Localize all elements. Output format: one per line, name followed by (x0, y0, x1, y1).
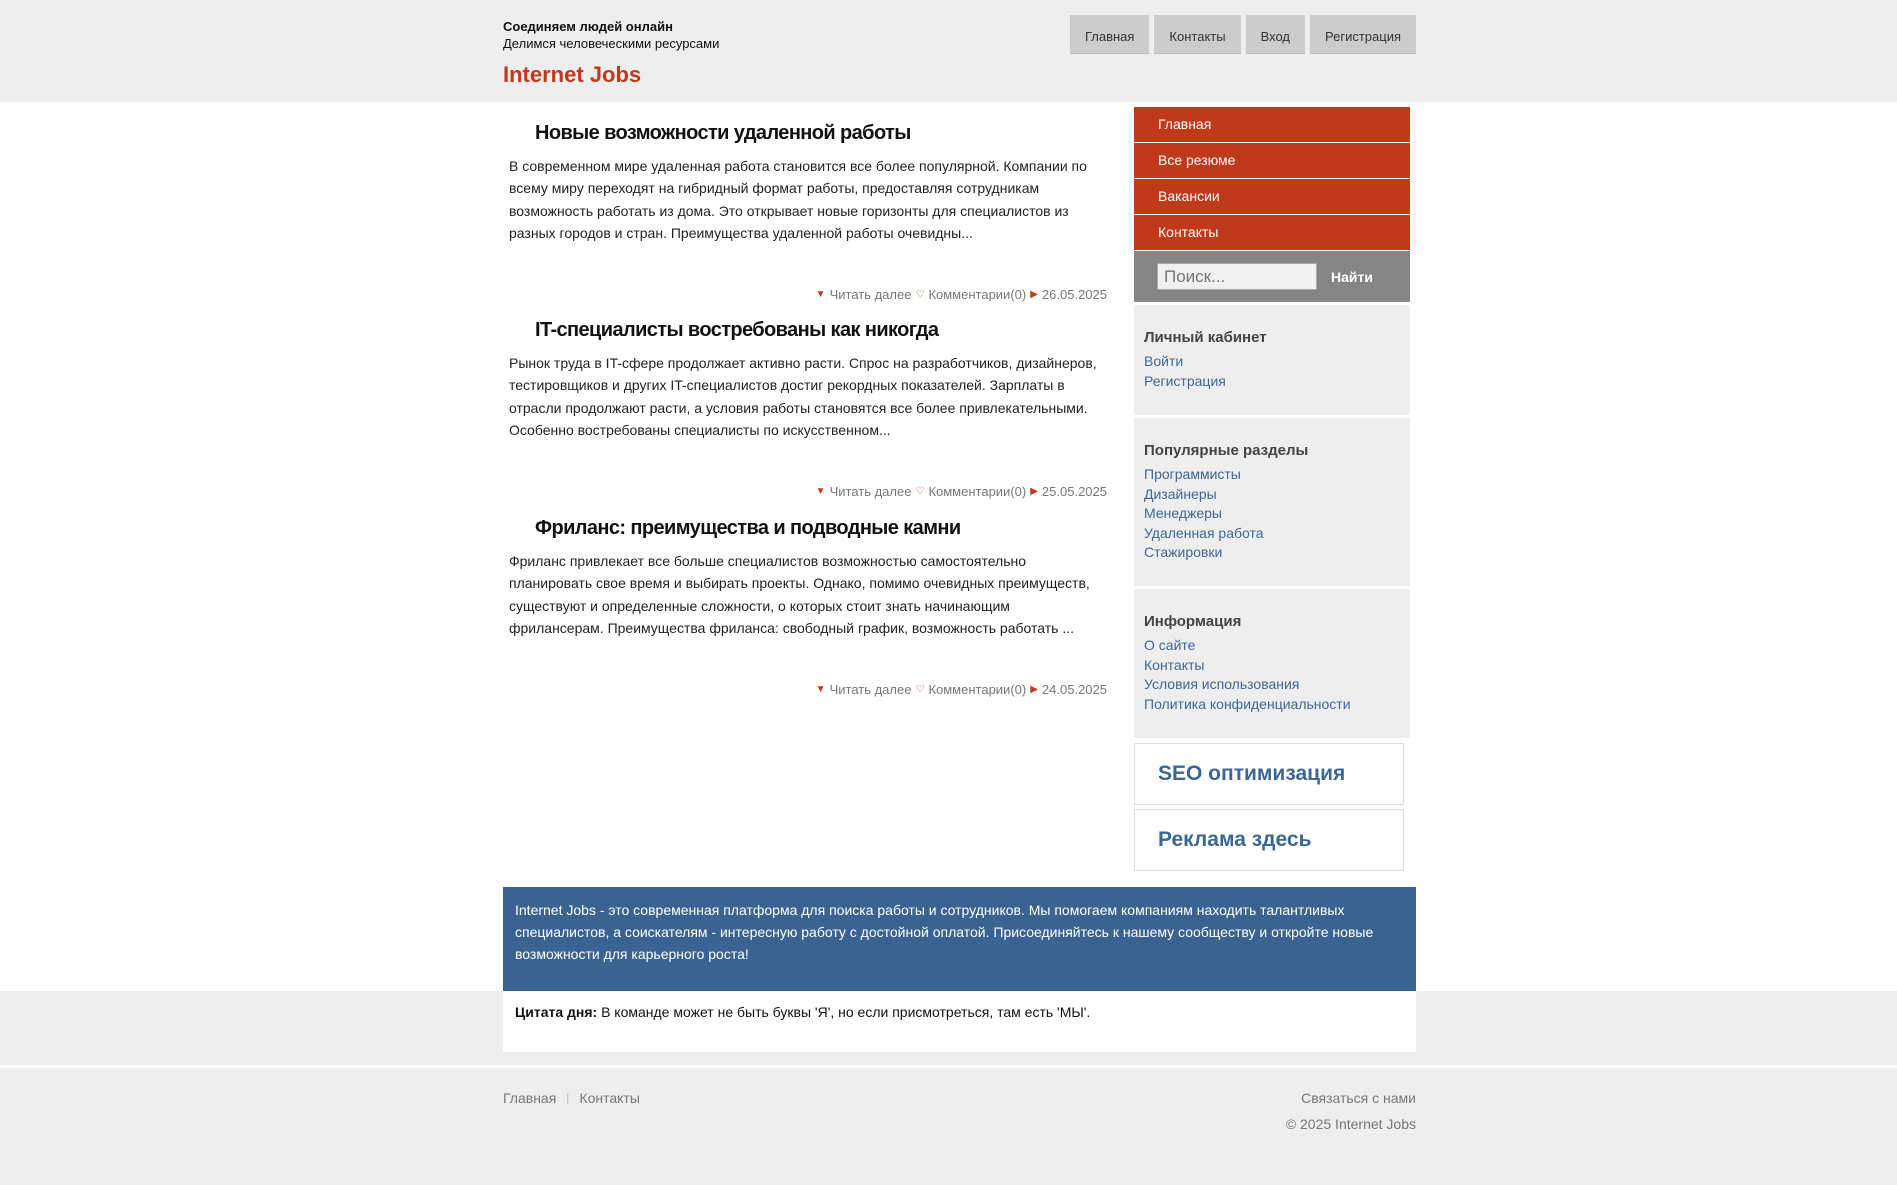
search-box (1134, 251, 1410, 302)
footer-copyright: © 2025 Internet Jobs (1285, 1116, 1416, 1132)
widget-link-contacts[interactable]: Контакты (1144, 656, 1205, 673)
header-band (0, 0, 1897, 102)
top-nav-register[interactable]: Регистрация (1310, 15, 1416, 54)
post-title[interactable]: Новые возможности удаленной работы (535, 122, 911, 144)
widget-title: Личный кабинет (1144, 329, 1267, 346)
widget-link-register[interactable]: Регистрация (1144, 372, 1226, 389)
footer-separator: | (566, 1091, 570, 1105)
post (503, 317, 1113, 499)
post-meta (816, 682, 1107, 697)
widget-info (1134, 589, 1410, 738)
side-menu-vacancies[interactable]: Вакансии (1134, 179, 1410, 214)
post-meta (816, 484, 1107, 499)
widget-title: Популярные разделы (1144, 442, 1309, 459)
side-menu-home[interactable]: Главная (1134, 107, 1410, 142)
footer-link-home[interactable]: Главная (503, 1090, 557, 1106)
chevron-down-icon: ▼ (815, 684, 826, 695)
side-menu-contacts[interactable]: Контакты (1134, 215, 1410, 250)
widget-link-remote[interactable]: Удаленная работа (1144, 524, 1264, 541)
widget-link-about[interactable]: О сайте (1144, 637, 1196, 653)
quote-of-day (503, 991, 1416, 1052)
post-body: В современном мире удаленная работа становится все более популярной. Компании по всему миру переходят на гибридный формат работы, предоставляя сотрудникам возможность работать из дома. Это открывает новые горизонты для специалистов из разных городов и стран. Преимущества удаленной работы очевидны... (509, 158, 1087, 241)
ad-banner-seo[interactable]: SEO оптимизация (1134, 743, 1404, 805)
quote-text: В команде может не быть буквы 'Я', но если присмотреться, там есть 'МЫ'. (597, 1004, 1091, 1020)
ad-banner-placeholder[interactable]: Реклама здесь (1134, 809, 1404, 871)
widget-link-internships[interactable]: Стажировки (1144, 544, 1223, 561)
comments-link[interactable]: Комментарии(0) (928, 484, 1027, 499)
footer-nav (503, 1090, 640, 1106)
about-block: Internet Jobs - это современная платформа для поиска работы и сотрудников. Мы помогаем компаниям находить талантливых специалистов, а соискателям - интересную работу с достойной оплатой. Присоединяйтесь к нашему сообществу и откройте новые возможности для карьерного роста! (503, 887, 1416, 991)
chevron-down-icon: ▼ (815, 289, 826, 300)
comment-icon: ♡ (915, 486, 925, 497)
comment-icon: ♡ (915, 684, 925, 695)
chevron-right-icon: ▶ (1030, 684, 1038, 695)
top-nav (1070, 15, 1416, 54)
read-more-link[interactable]: Читать далее (829, 287, 912, 302)
post-body: Фриланс привлекает все больше специалистов возможностью самостоятельно планировать свое время и выбирать проекты. Однако, помимо очевидных преимуществ, существуют и определенные сложности, о которых стоит знать начинающим фрилансерам. Преимущества фриланса: свободный график, возможность работать ... (509, 553, 1090, 636)
top-nav-login[interactable]: Вход (1246, 15, 1305, 54)
slogan-line-2: Делимся человеческими ресурсами (503, 36, 720, 51)
read-more-link[interactable]: Читать далее (829, 484, 912, 499)
post-date: 26.05.2025 (1041, 287, 1107, 302)
read-more-link[interactable]: Читать далее (829, 682, 912, 697)
slogan-line-1: Соединяем людей онлайн (503, 19, 673, 34)
search-button[interactable]: Найти (1331, 268, 1373, 285)
header-slogan (503, 18, 719, 52)
post-meta (816, 287, 1107, 302)
widget-popular (1134, 418, 1410, 586)
comments-link[interactable]: Комментарии(0) (928, 287, 1027, 302)
widget-link-designers[interactable]: Дизайнеры (1144, 485, 1217, 502)
post-date: 25.05.2025 (1041, 484, 1107, 499)
comments-link[interactable]: Комментарии(0) (928, 682, 1027, 697)
chevron-right-icon: ▶ (1030, 289, 1038, 300)
chevron-down-icon: ▼ (815, 486, 826, 497)
quote-label: Цитата дня: (515, 1004, 598, 1020)
post (503, 515, 1113, 697)
post (503, 120, 1113, 302)
widget-link-programmers[interactable]: Программисты (1144, 466, 1241, 482)
widget-link-privacy[interactable]: Политика конфиденциальности (1144, 695, 1351, 712)
footer (0, 1068, 1897, 1185)
post-body: Рынок труда в IT-сфере продолжает активно расти. Спрос на разработчиков, дизайнеров, тестировщиков и других IT-специалистов достиг рекордных показателей. Зарплаты в отрасли продолжают расти, а условия работы становятся все более привлекательными. Особенно востребованы специалисты по искусственном... (509, 355, 1097, 438)
widget-link-managers[interactable]: Менеджеры (1144, 505, 1222, 522)
chevron-right-icon: ▶ (1030, 486, 1038, 497)
post-title[interactable]: IT-специалисты востребованы как никогда (535, 319, 939, 341)
widget-title: Информация (1144, 613, 1242, 630)
widget-link-login[interactable]: Войти (1144, 353, 1184, 369)
top-nav-home[interactable]: Главная (1070, 15, 1149, 54)
top-nav-contacts[interactable]: Контакты (1154, 15, 1240, 54)
search-input[interactable] (1157, 263, 1317, 290)
footer-link-contacts[interactable]: Контакты (579, 1090, 640, 1106)
sidebar (1134, 107, 1410, 871)
post-title[interactable]: Фриланс: преимущества и подводные камни (535, 517, 961, 539)
post-date: 24.05.2025 (1041, 682, 1107, 697)
comment-icon: ♡ (915, 289, 925, 300)
side-menu-resumes[interactable]: Все резюме (1134, 143, 1410, 178)
widget-link-terms[interactable]: Условия использования (1144, 676, 1300, 693)
widget-account (1134, 305, 1410, 415)
footer-contact-link[interactable]: Связаться с нами (1301, 1090, 1416, 1106)
site-title[interactable]: Internet Jobs (503, 62, 642, 87)
